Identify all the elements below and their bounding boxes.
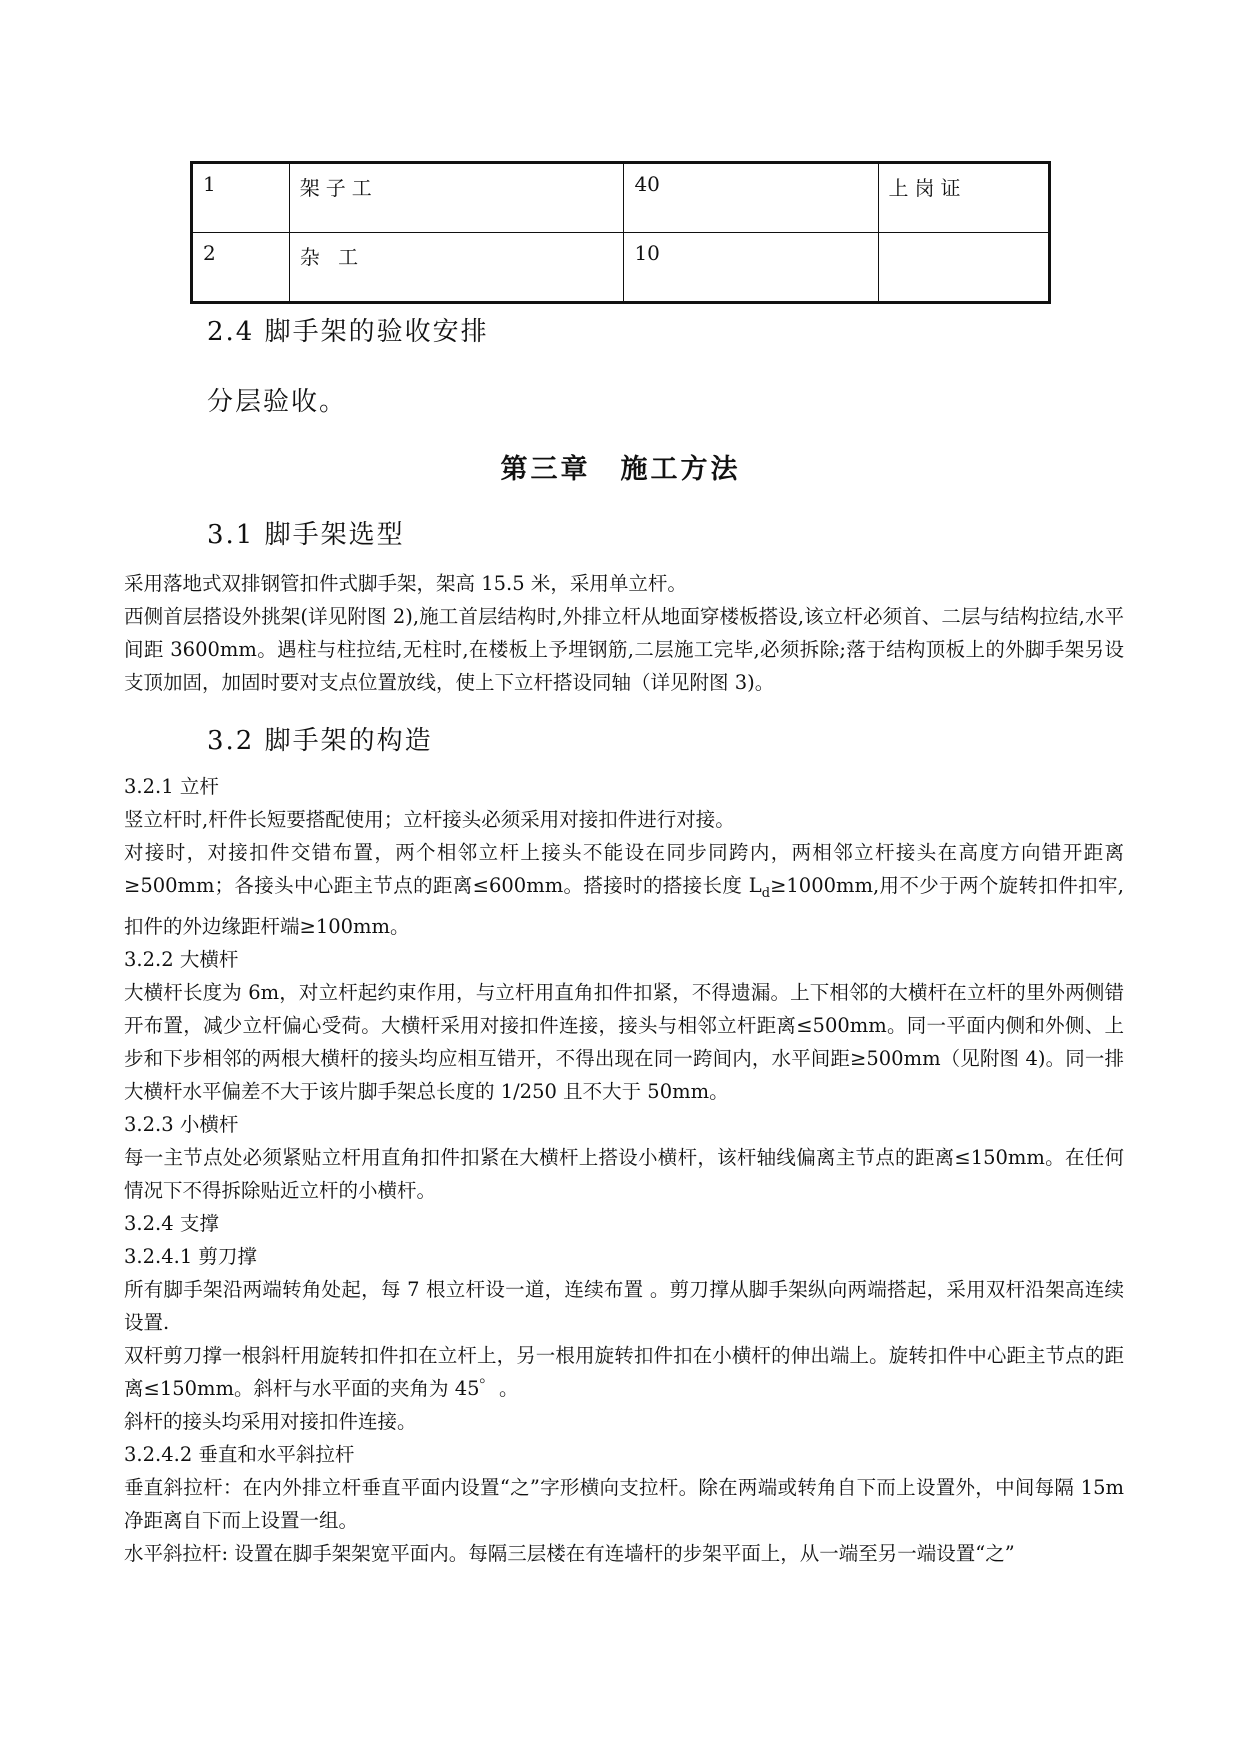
subsection-heading: 3.2.4.1 剪刀撑	[124, 1244, 257, 1268]
paragraph	[124, 836, 1124, 943]
paragraph: 斜杆的接头均采用对接扣件连接。	[124, 1409, 417, 1433]
table-cell-note: 上岗证	[878, 163, 1049, 233]
table-cell-trade: 架子工	[289, 163, 624, 233]
paragraph: 水平斜拉杆: 设置在脚手架架宽平面内。每隔三层楼在有连墙杆的步架平面上，从一端至另一端设置“之”	[124, 1541, 1015, 1565]
table-row	[192, 163, 1050, 233]
paragraph: 采用落地式双排钢管扣件式脚手架，架高 15.5 米，采用单立杆。	[124, 572, 687, 595]
table-cell-count: 40	[624, 163, 878, 233]
table-cell-note	[878, 233, 1049, 303]
paragraph: 大横杆长度为 6m，对立杆起约束作用，与立杆用直角扣件扣紧，不得遗漏。上下相邻的大横杆在立杆的里外两侧错开布置，减少立杆偏心受荷。大横杆采用对接扣件连接，接头与相邻立杆距离≤500mm。同一平面内侧和外侧、上步和下步相邻的两根大横杆的接头均应相互错开，不得出现在同一跨间内，水平间距≥500mm（见附图 4)。同一排大横杆水平偏差不大于该片脚手架总长度的 1/250 且不大于 50mm。	[124, 980, 1124, 1103]
table-cell-trade: 杂 工	[289, 233, 624, 303]
subsection-heading: 3.2.4.2 垂直和水平斜拉杆	[124, 1442, 355, 1466]
table-cell-no: 1	[192, 163, 290, 233]
section-2-4-text: 分层验收。	[207, 387, 348, 417]
text-run: 对接时，对接扣件交错布置，两个相邻立杆上接头不能设在同步同跨内，两相邻立杆接头在高度方向错开距离≥500mm；各接头中心距主节点的距离≤600mm。搭接时的搭接长度 L	[124, 841, 1124, 897]
section-3-2-heading: 3.2 脚手架的构造	[207, 726, 433, 756]
table-cell-no: 2	[192, 233, 290, 303]
section-2-4-heading: 2.4 脚手架的验收安排	[207, 317, 489, 347]
subsection-heading: 3.2.2 大横杆	[124, 947, 239, 971]
chapter-3-title: 第三章 施工方法	[500, 454, 741, 485]
section-3-2-body	[124, 770, 1124, 1570]
paragraph: 西侧首层搭设外挑架(详见附图 2),施工首层结构时,外排立杆从地面穿楼板搭设,该立杆必须首、二层与结构拉结,水平间距 3600mm。遇柱与柱拉结,无柱时,在楼板上予埋钢筋,二层施工完毕,必须拆除;落于结构顶板上的外脚手架另设支顶加固，加固时要对支点位置放线，使上下立杆搭设同轴（详见附图 3)。	[124, 605, 1124, 694]
paragraph: 每一主节点处必须紧贴立杆用直角扣件扣紧在大横杆上搭设小横杆，该杆轴线偏离主节点的距离≤150mm。在任何情况下不得拆除贴近立杆的小横杆。	[124, 1145, 1124, 1202]
table-row	[192, 233, 1050, 303]
paragraph: 竖立杆时,杆件长短要搭配使用；立杆接头必须采用对接扣件进行对接。	[124, 808, 735, 831]
subscript: d	[761, 885, 771, 901]
subsection-heading: 3.2.3 小横杆	[124, 1112, 239, 1136]
paragraph: 所有脚手架沿两端转角处起，每 7 根立杆设一道，连续布置 。剪刀撑从脚手架纵向两端搭起，采用双杆沿架高连续设置.	[124, 1277, 1124, 1334]
section-3-1-body	[124, 567, 1124, 699]
subsection-heading: 3.2.4 支撑	[124, 1211, 219, 1235]
subsection-heading: 3.2.1 立杆	[124, 775, 219, 798]
section-3-1-heading: 3.1 脚手架选型	[207, 520, 405, 550]
staff-table	[190, 161, 1051, 304]
paragraph: 双杆剪刀撑一根斜杆用旋转扣件扣在立杆上，另一根用旋转扣件扣在小横杆的伸出端上。旋转扣件中心距主节点的距离≤150mm。斜杆与水平面的夹角为 45゜。	[124, 1343, 1124, 1400]
paragraph: 垂直斜拉杆：在内外排立杆垂直平面内设置“之”字形横向支拉杆。除在两端或转角自下而上设置外，中间每隔 15m 净距离自下而上设置一组。	[124, 1475, 1124, 1532]
table-cell-count: 10	[624, 233, 878, 303]
text-run: ≥1000mm,用不少于两个旋转扣件扣牢,扣件的外边缘距杆端≥100mm。	[124, 874, 1125, 938]
